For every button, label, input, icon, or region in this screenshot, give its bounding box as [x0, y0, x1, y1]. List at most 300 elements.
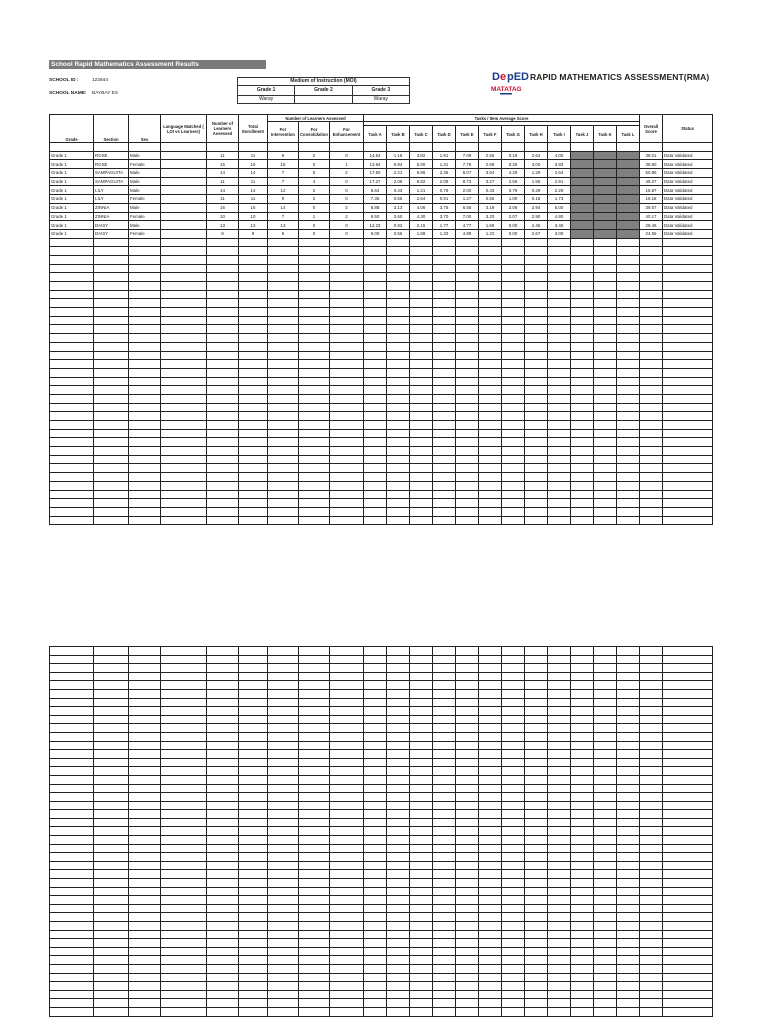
school-name-value: BAYBAY ES: [92, 91, 119, 96]
table-cell: [433, 844, 456, 853]
table-cell: [410, 282, 433, 291]
language-matched-cell: [161, 186, 207, 195]
table-cell: [129, 793, 161, 802]
table-cell: [299, 964, 330, 973]
task-i-cell: 2.29: [548, 186, 571, 195]
intervention-cell: 14: [268, 203, 299, 212]
task-c-cell: 3.82: [410, 151, 433, 160]
table-cell: [364, 473, 387, 482]
table-cell: [239, 647, 268, 656]
task-e-cell: 7.75: [456, 160, 479, 169]
table-cell: [207, 351, 239, 360]
table-cell: [410, 861, 433, 870]
table-row: [50, 775, 713, 784]
table-cell: [50, 273, 94, 282]
table-cell: [161, 360, 207, 369]
table-cell: [299, 681, 330, 690]
table-cell: [525, 664, 548, 673]
table-cell: [94, 429, 129, 438]
table-cell: [364, 290, 387, 299]
table-cell: [571, 990, 594, 999]
table-cell: [548, 490, 571, 499]
consolidation-cell: 0: [299, 221, 330, 230]
assessed-cell: 16: [207, 203, 239, 212]
table-cell: [571, 672, 594, 681]
consolidation-cell: 2: [299, 186, 330, 195]
table-cell: [330, 247, 364, 256]
table-cell: [594, 990, 617, 999]
table-cell: [299, 896, 330, 905]
table-cell: [239, 887, 268, 896]
status-cell: Data Validated: [663, 177, 713, 186]
table-cell: [50, 930, 94, 939]
task-c-cell: 8.86: [410, 169, 433, 178]
table-cell: [50, 386, 94, 395]
table-cell: [410, 247, 433, 256]
table-cell: [330, 464, 364, 473]
table-cell: [410, 810, 433, 819]
table-cell: [663, 947, 713, 956]
table-cell: [617, 741, 640, 750]
table-cell: [387, 741, 410, 750]
task-l-cell: [617, 169, 640, 178]
table-row: [50, 896, 713, 905]
table-cell: [594, 956, 617, 965]
table-cell: [330, 922, 364, 931]
table-cell: [502, 351, 525, 360]
col-task-l: Task L: [617, 126, 640, 143]
table-cell: [207, 879, 239, 888]
table-cell: [239, 1007, 268, 1016]
table-cell: [410, 308, 433, 317]
language-matched-cell: [161, 221, 207, 230]
table-cell: [94, 793, 129, 802]
task-e-cell: 6.56: [456, 203, 479, 212]
table-cell: [640, 698, 663, 707]
table-cell: [364, 334, 387, 343]
table-cell: [663, 818, 713, 827]
table-cell: [663, 767, 713, 776]
table-cell: [129, 973, 161, 982]
table-cell: [161, 342, 207, 351]
task-a-cell: 7.36: [364, 195, 387, 204]
table-row: [50, 999, 713, 1008]
table-cell: [364, 947, 387, 956]
table-cell: [525, 299, 548, 308]
table-cell: [663, 758, 713, 767]
table-cell: [525, 238, 548, 247]
task-e-cell: 4.77: [456, 221, 479, 230]
table-cell: [387, 334, 410, 343]
table-cell: [410, 750, 433, 759]
table-cell: [410, 290, 433, 299]
table-cell: [640, 827, 663, 836]
table-cell: [663, 999, 713, 1008]
table-cell: [479, 904, 502, 913]
table-cell: [433, 438, 456, 447]
task-c-cell: 8.82: [410, 177, 433, 186]
table-cell: [617, 647, 640, 656]
table-cell: [410, 990, 433, 999]
table-cell: [640, 368, 663, 377]
table-cell: [387, 672, 410, 681]
table-cell: [299, 853, 330, 862]
table-cell: [94, 689, 129, 698]
table-cell: [239, 273, 268, 282]
table-cell: [456, 438, 479, 447]
table-cell: [207, 707, 239, 716]
table-cell: [433, 964, 456, 973]
table-cell: [330, 255, 364, 264]
table-cell: [640, 896, 663, 905]
table-cell: [161, 1007, 207, 1016]
table-cell: [502, 308, 525, 317]
table-cell: [617, 316, 640, 325]
table-cell: [239, 939, 268, 948]
table-cell: [617, 861, 640, 870]
col-status: Status: [663, 115, 713, 143]
table-cell: [479, 861, 502, 870]
table-cell: [571, 481, 594, 490]
table-cell: [548, 238, 571, 247]
table-row: [50, 238, 713, 247]
section-cell: ZINNIA: [94, 203, 129, 212]
table-cell: [456, 844, 479, 853]
table-cell: [433, 273, 456, 282]
table-cell: [479, 672, 502, 681]
table-cell: [525, 870, 548, 879]
table-cell: [129, 758, 161, 767]
task-d-cell: 2.09: [433, 177, 456, 186]
table-cell: [330, 438, 364, 447]
table-cell: [456, 481, 479, 490]
table-cell: [571, 913, 594, 922]
table-cell: [410, 939, 433, 948]
overall-score-cell: 39.57: [640, 203, 663, 212]
table-cell: [50, 247, 94, 256]
table-cell: [129, 455, 161, 464]
table-cell: [663, 707, 713, 716]
table-cell: [299, 290, 330, 299]
table-cell: [50, 681, 94, 690]
table-cell: [94, 870, 129, 879]
task-b-cell: 2.60: [387, 212, 410, 221]
table-cell: [268, 325, 299, 334]
table-cell: [525, 827, 548, 836]
table-cell: [129, 818, 161, 827]
table-cell: [94, 698, 129, 707]
table-cell: [571, 767, 594, 776]
table-cell: [50, 973, 94, 982]
table-cell: [387, 922, 410, 931]
table-cell: [161, 325, 207, 334]
table-cell: [50, 647, 94, 656]
svg-text:e: e: [500, 71, 507, 83]
table-cell: [207, 913, 239, 922]
table-cell: [502, 334, 525, 343]
table-cell: [410, 767, 433, 776]
table-cell: [640, 143, 663, 152]
table-cell: [50, 377, 94, 386]
table-cell: [617, 455, 640, 464]
table-cell: [161, 664, 207, 673]
task-l-cell: [617, 221, 640, 230]
table-cell: [548, 672, 571, 681]
table-row: [50, 143, 713, 152]
table-cell: [239, 861, 268, 870]
table-cell: [663, 836, 713, 845]
sex-cell: Male: [129, 203, 161, 212]
table-cell: [239, 672, 268, 681]
table-cell: [299, 784, 330, 793]
table-cell: [617, 810, 640, 819]
table-cell: [268, 455, 299, 464]
task-f-cell: 0.43: [479, 186, 502, 195]
table-cell: [433, 990, 456, 999]
table-cell: [479, 299, 502, 308]
table-cell: [525, 818, 548, 827]
table-cell: [207, 801, 239, 810]
table-cell: [548, 655, 571, 664]
col-task-f: Task F: [479, 126, 502, 143]
table-cell: [330, 490, 364, 499]
table-row: [50, 973, 713, 982]
table-cell: [129, 308, 161, 317]
table-cell: [207, 342, 239, 351]
table-cell: [330, 342, 364, 351]
table-cell: [640, 664, 663, 673]
table-cell: [94, 325, 129, 334]
table-cell: [525, 999, 548, 1008]
table-row: [50, 255, 713, 264]
table-cell: [129, 913, 161, 922]
table-cell: [268, 681, 299, 690]
table-cell: [663, 861, 713, 870]
table-cell: [239, 689, 268, 698]
table-cell: [330, 689, 364, 698]
table-cell: [433, 255, 456, 264]
table-cell: [525, 879, 548, 888]
task-k-cell: [594, 186, 617, 195]
table-cell: [50, 334, 94, 343]
table-cell: [268, 377, 299, 386]
task-f-cell: 0.55: [479, 195, 502, 204]
table-cell: [594, 973, 617, 982]
table-cell: [617, 499, 640, 508]
table-cell: [617, 896, 640, 905]
table-cell: [640, 904, 663, 913]
table-cell: [571, 784, 594, 793]
table-cell: [433, 481, 456, 490]
table-cell: [94, 255, 129, 264]
table-cell: [594, 238, 617, 247]
table-cell: [207, 982, 239, 991]
table-cell: [364, 810, 387, 819]
table-cell: [479, 507, 502, 516]
table-cell: [387, 784, 410, 793]
table-cell: [663, 429, 713, 438]
table-cell: [433, 922, 456, 931]
table-cell: [502, 490, 525, 499]
table-cell: [548, 887, 571, 896]
table-cell: [640, 750, 663, 759]
table-cell: [433, 647, 456, 656]
table-cell: [525, 290, 548, 299]
group-tasks: Tasks / Item Average Score: [364, 115, 640, 122]
table-cell: [640, 741, 663, 750]
table-cell: [94, 368, 129, 377]
table-cell: [663, 290, 713, 299]
intervention-cell: 7: [268, 177, 299, 186]
table-cell: [239, 143, 268, 152]
language-matched-cell: [161, 169, 207, 178]
table-cell: [239, 956, 268, 965]
grade-cell: Grade 1: [50, 229, 94, 238]
table-cell: [50, 964, 94, 973]
table-cell: [594, 827, 617, 836]
task-e-cell: 1.27: [456, 195, 479, 204]
table-cell: [387, 982, 410, 991]
table-cell: [94, 767, 129, 776]
table-cell: [548, 325, 571, 334]
table-cell: [50, 758, 94, 767]
table-cell: [94, 447, 129, 456]
table-row: [50, 421, 713, 430]
table-cell: [161, 394, 207, 403]
table-row: [50, 818, 713, 827]
table-cell: [617, 672, 640, 681]
table-row: [50, 169, 713, 178]
table-cell: [50, 238, 94, 247]
table-cell: [268, 255, 299, 264]
table-cell: [410, 421, 433, 430]
table-cell: [456, 421, 479, 430]
table-cell: [410, 299, 433, 308]
table-row: [50, 861, 713, 870]
table-cell: [330, 904, 364, 913]
table-cell: [161, 290, 207, 299]
table-cell: [94, 715, 129, 724]
table-cell: [207, 490, 239, 499]
table-cell: [299, 499, 330, 508]
table-cell: [94, 360, 129, 369]
table-cell: [364, 964, 387, 973]
table-cell: [525, 447, 548, 456]
table-cell: [161, 793, 207, 802]
table-cell: [594, 403, 617, 412]
table-cell: [387, 464, 410, 473]
table-cell: [268, 896, 299, 905]
table-cell: [410, 238, 433, 247]
table-cell: [617, 818, 640, 827]
table-cell: [456, 758, 479, 767]
grade-cell: Grade 1: [50, 203, 94, 212]
table-cell: [330, 999, 364, 1008]
table-cell: [239, 316, 268, 325]
table-cell: [387, 308, 410, 317]
table-cell: [548, 707, 571, 716]
table-cell: [640, 316, 663, 325]
table-cell: [571, 999, 594, 1008]
table-cell: [330, 360, 364, 369]
table-cell: [548, 741, 571, 750]
section-cell: SAMPAGUITA: [94, 177, 129, 186]
table-cell: [364, 438, 387, 447]
table-cell: [239, 913, 268, 922]
table-cell: [161, 282, 207, 291]
table-cell: [525, 672, 548, 681]
table-cell: [640, 715, 663, 724]
school-id-row: [49, 78, 108, 83]
table-cell: [161, 801, 207, 810]
sex-cell: Female: [129, 195, 161, 204]
table-cell: [161, 421, 207, 430]
table-cell: [50, 913, 94, 922]
table-cell: [268, 982, 299, 991]
overall-score-cell: 49.27: [640, 177, 663, 186]
task-f-cell: 1.22: [479, 229, 502, 238]
table-cell: [129, 394, 161, 403]
table-cell: [387, 238, 410, 247]
table-cell: [161, 810, 207, 819]
table-cell: [617, 299, 640, 308]
table-cell: [387, 767, 410, 776]
table-cell: [456, 896, 479, 905]
table-cell: [663, 732, 713, 741]
table-cell: [456, 750, 479, 759]
col-task-d: Task D: [433, 126, 456, 143]
table-cell: [456, 386, 479, 395]
table-cell: [456, 455, 479, 464]
table-cell: [330, 421, 364, 430]
table-cell: [433, 412, 456, 421]
col-task-i: Task I: [548, 126, 571, 143]
report-title: School Rapid Mathematics Assessment Results: [49, 60, 266, 69]
table-cell: [571, 247, 594, 256]
table-cell: [502, 870, 525, 879]
table-cell: [94, 516, 129, 525]
table-cell: [129, 853, 161, 862]
table-cell: [387, 325, 410, 334]
table-cell: [548, 732, 571, 741]
table-cell: [525, 412, 548, 421]
language-matched-cell: [161, 212, 207, 221]
table-cell: [207, 896, 239, 905]
table-cell: [239, 844, 268, 853]
table-row: [50, 507, 713, 516]
table-cell: [129, 143, 161, 152]
table-cell: [456, 732, 479, 741]
table-cell: [502, 255, 525, 264]
table-cell: [525, 750, 548, 759]
table-cell: [525, 758, 548, 767]
table-cell: [387, 386, 410, 395]
table-cell: [456, 982, 479, 991]
table-cell: [525, 273, 548, 282]
table-cell: [571, 836, 594, 845]
consolidation-cell: 2: [299, 151, 330, 160]
table-cell: [548, 818, 571, 827]
table-cell: [364, 896, 387, 905]
table-cell: [548, 758, 571, 767]
table-cell: [571, 801, 594, 810]
table-row: [50, 827, 713, 836]
table-row: [50, 904, 713, 913]
table-cell: [387, 853, 410, 862]
task-g-cell: 0.25: [502, 160, 525, 169]
table-cell: [456, 490, 479, 499]
table-cell: [410, 325, 433, 334]
